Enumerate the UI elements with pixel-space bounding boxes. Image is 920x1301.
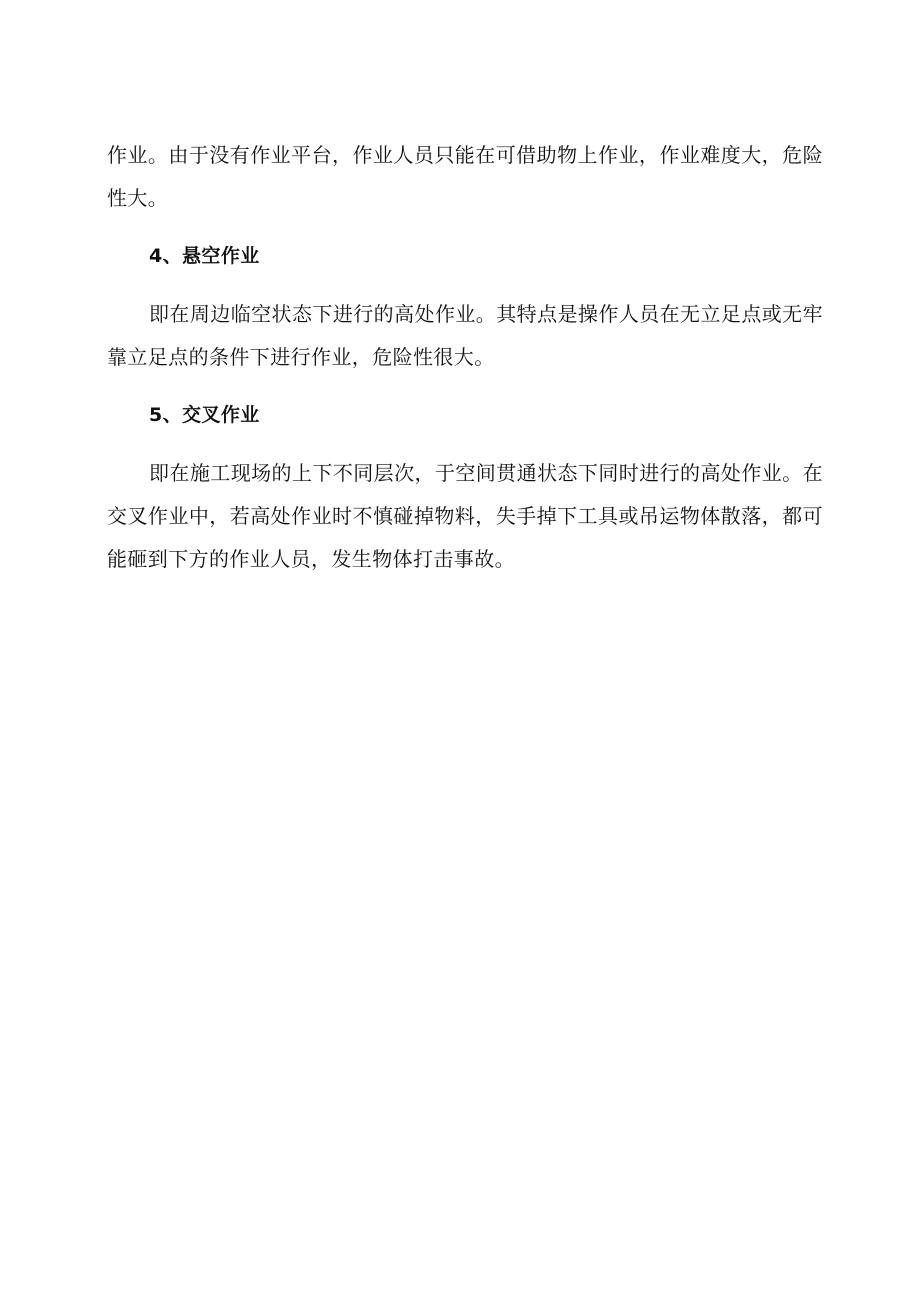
section-paragraph-cross-work: 即在施工现场的上下不同层次，于空间贯通状态下同时进行的高处作业。在交叉作业中，若高处作业时不慎碰掉物料，失手掉下工具或吊运物体散落，都可能砸到下方的作业人员，发生物体打击事故。 [107,461,823,571]
section-paragraph-suspended-work: 即在周边临空状态下进行的高处作业。其特点是操作人员在无立足点或无牢靠立足点的条件下进行作业，危险性很大。 [107,302,823,369]
section-heading-cross-work: 5、交叉作业 [149,404,260,426]
document-body [107,134,823,581]
continuation-paragraph: 作业。由于没有作业平台，作业人员只能在可借助物上作业，作业难度大，危险性大。 [107,143,823,210]
section-heading-suspended-work: 4、悬空作业 [149,245,260,267]
